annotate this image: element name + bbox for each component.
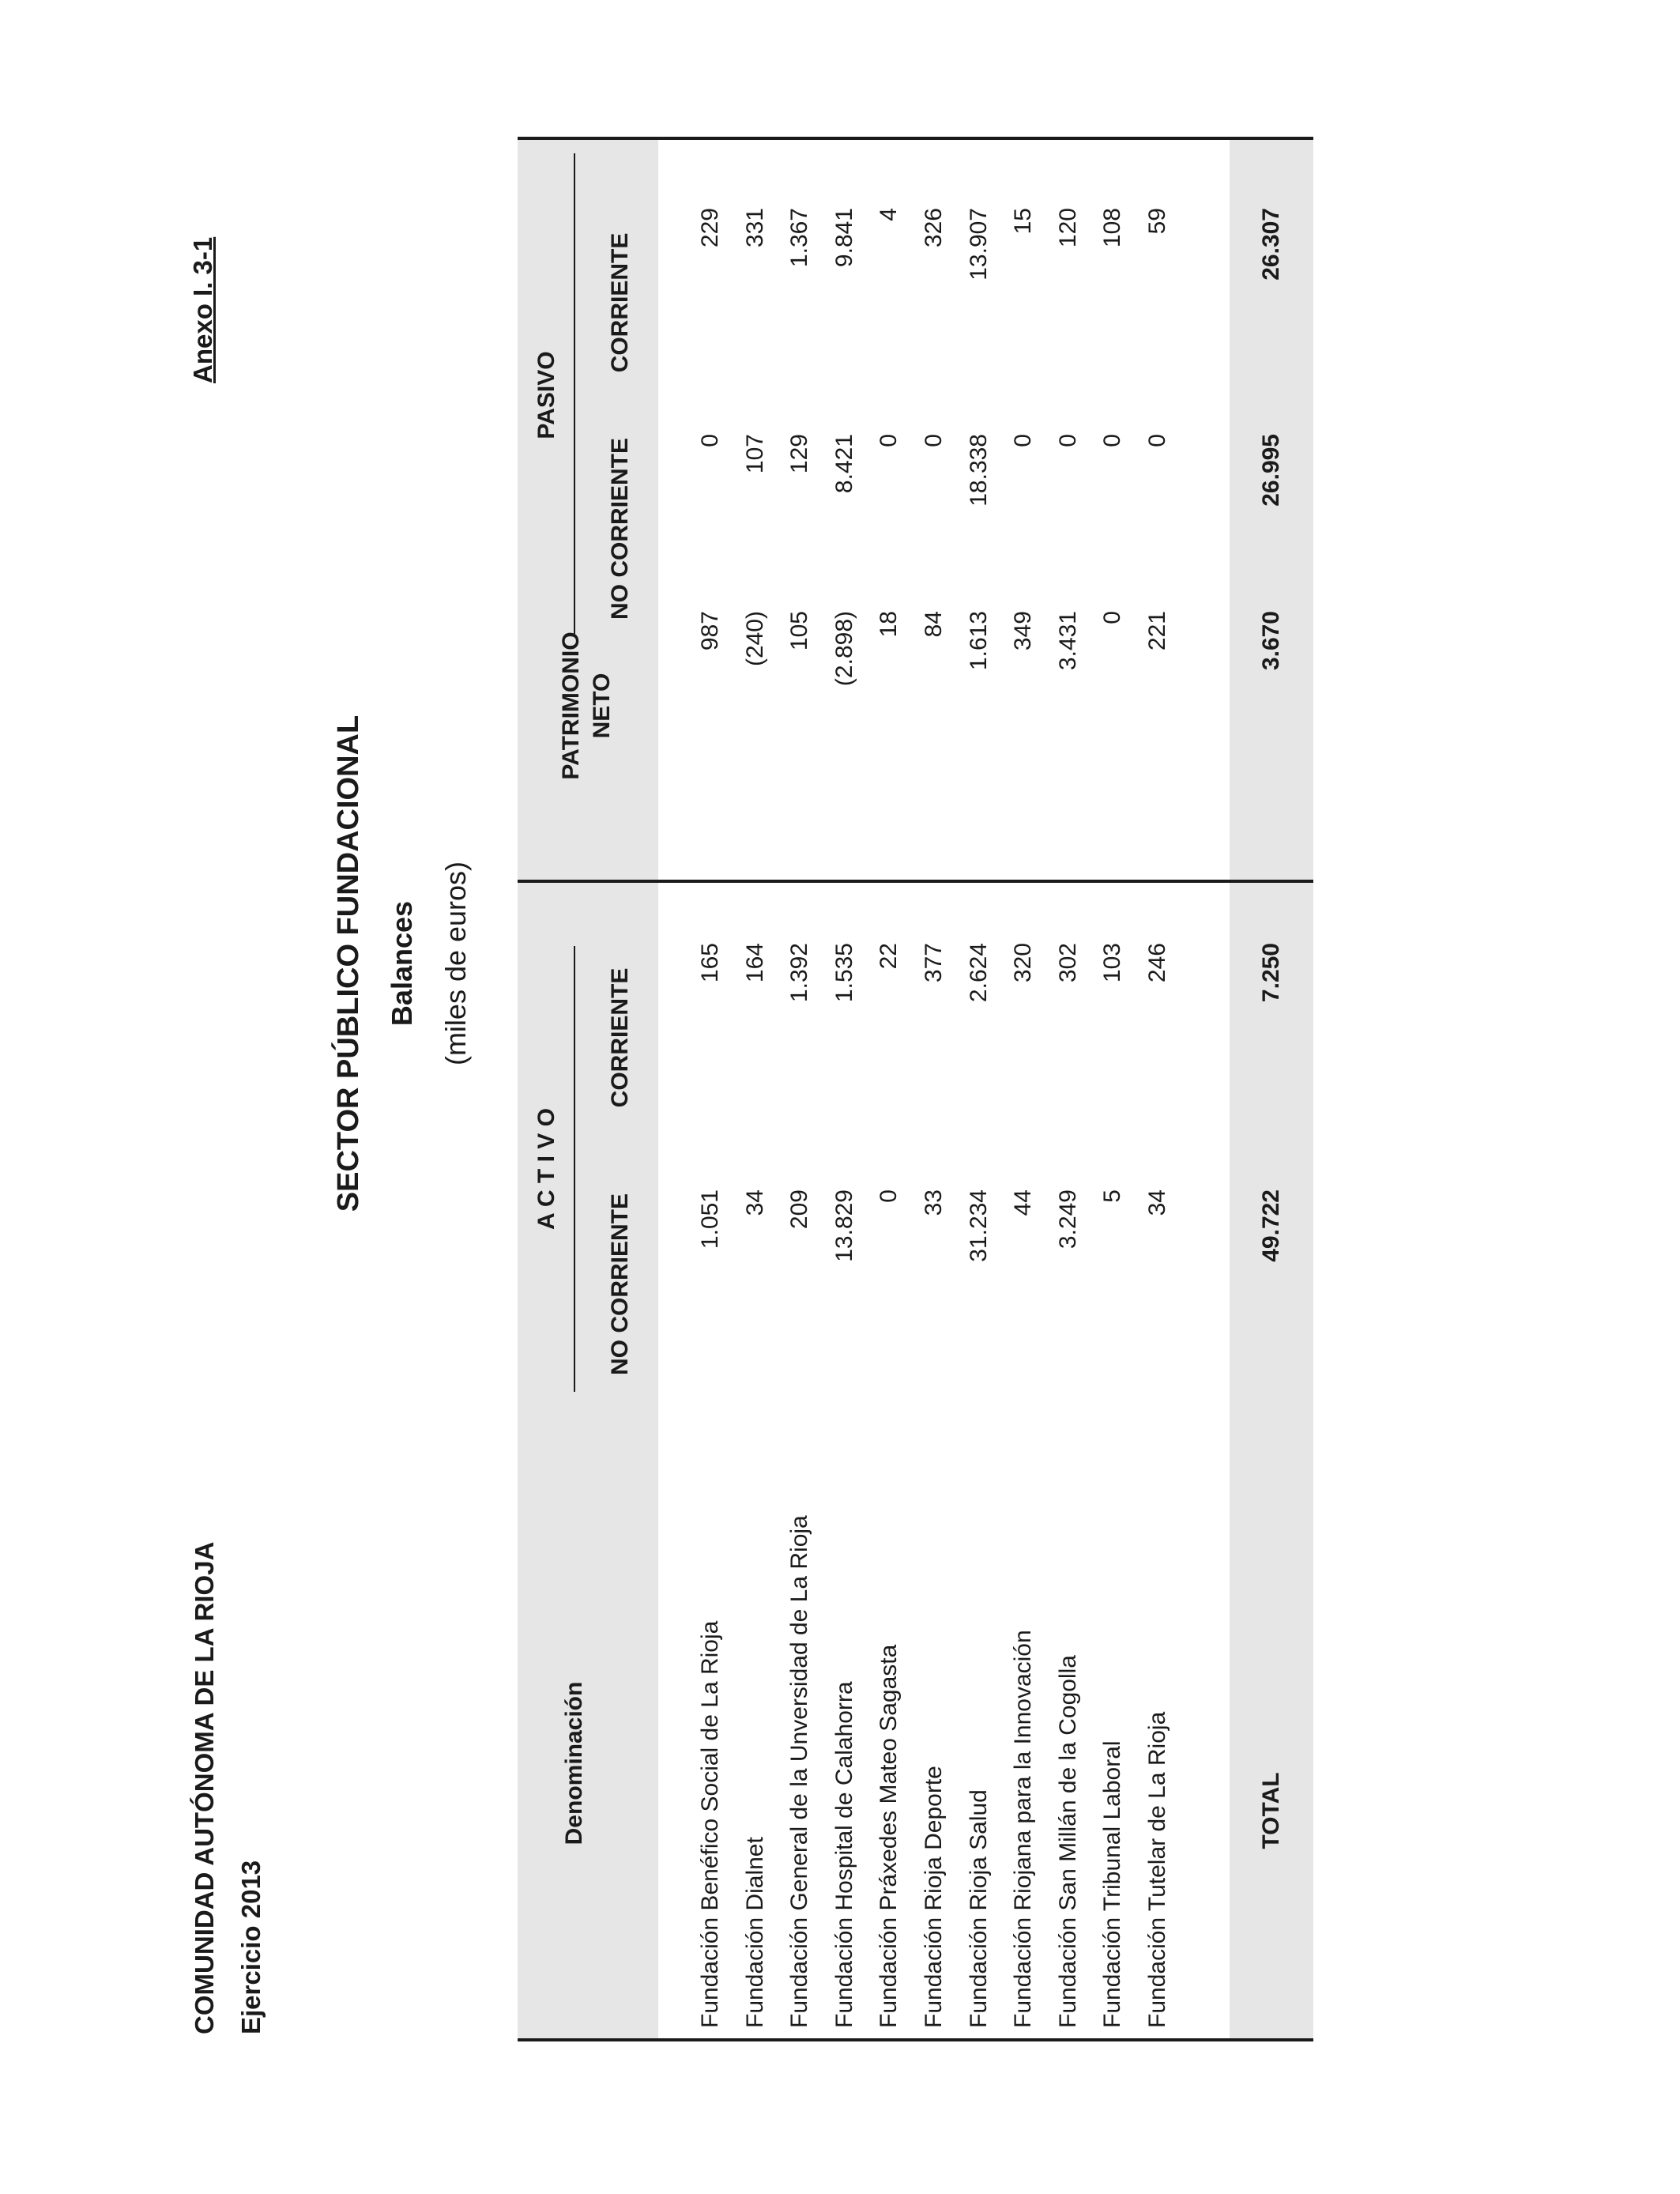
row-patrimonio-neto: 221	[1144, 611, 1170, 651]
row-activo-corriente: 2.624	[965, 943, 992, 1003]
row-denominacion: Fundación Tutelar de La Rioja	[1144, 1711, 1170, 2028]
row-activo-no-corriente: 3.249	[1054, 1189, 1081, 1250]
row-patrimonio-neto: 18	[876, 611, 902, 638]
total-pasivo-corriente: 26.307	[1258, 208, 1284, 281]
row-pasivo-corriente: 9.841	[831, 208, 857, 268]
total-label: TOTAL	[1258, 1772, 1284, 1849]
fiscal-year: Ejercicio 2013	[236, 1860, 266, 2034]
row-activo-corriente: 1.392	[786, 943, 813, 1003]
row-activo-no-corriente: 34	[741, 1189, 768, 1216]
row-denominacion: Fundación Hospital de Calahorra	[831, 1681, 857, 2028]
row-activo-corriente: 320	[1010, 943, 1037, 983]
row-activo-corriente: 165	[697, 943, 723, 983]
col-patrimonio-line2: NETO	[589, 673, 615, 739]
row-activo-no-corriente: 31.234	[965, 1189, 992, 1262]
pasivo-group-rule	[574, 153, 575, 637]
row-pasivo-corriente: 229	[697, 208, 723, 248]
row-denominacion: Fundación General de la Unversidad de La Rioja	[786, 1515, 813, 2028]
row-pasivo-no-corriente: 18.338	[965, 434, 992, 507]
row-pasivo-corriente: 15	[1010, 208, 1037, 235]
row-patrimonio-neto: 349	[1010, 611, 1037, 651]
row-activo-corriente: 377	[921, 943, 947, 983]
row-pasivo-no-corriente: 0	[921, 434, 947, 447]
row-patrimonio-neto: (240)	[741, 611, 768, 667]
table-left-border	[518, 2038, 1313, 2041]
group-activo: A C T I V O	[533, 1108, 559, 1230]
col-pasivo-no-corriente: NO CORRIENTE	[607, 438, 633, 620]
row-pasivo-no-corriente: 0	[1010, 434, 1037, 447]
page-title: SECTOR PÚBLICO FUNDACIONAL	[332, 714, 365, 1212]
row-denominacion: Fundación Rioja Deporte	[921, 1766, 947, 2028]
row-pasivo-corriente: 326	[921, 208, 947, 248]
total-patrimonio-neto: 3.670	[1258, 611, 1284, 671]
row-denominacion: Fundación Rioja Salud	[965, 1789, 992, 2028]
row-activo-no-corriente: 0	[876, 1189, 902, 1203]
row-activo-corriente: 103	[1099, 943, 1126, 983]
row-pasivo-corriente: 59	[1144, 208, 1170, 235]
row-denominacion: Fundación Riojana para la Innovación	[1010, 1630, 1037, 2028]
row-activo-no-corriente: 44	[1010, 1189, 1037, 1216]
annex-label: Anexo I. 3-1	[188, 236, 217, 383]
row-denominacion: Fundación Tribunal Laboral	[1099, 1740, 1126, 2028]
total-pasivo-no-corriente: 26.995	[1258, 434, 1284, 507]
total-activo-no-corriente: 49.722	[1258, 1189, 1284, 1262]
row-pasivo-corriente: 108	[1099, 208, 1126, 248]
row-patrimonio-neto: 3.431	[1054, 611, 1081, 671]
group-pasivo: PASIVO	[533, 351, 559, 439]
row-patrimonio-neto: 84	[921, 611, 947, 638]
row-activo-corriente: 1.535	[831, 943, 857, 1003]
col-pasivo-corriente: CORRIENTE	[607, 232, 633, 373]
row-pasivo-corriente: 331	[741, 208, 768, 248]
total-activo-corriente: 7.250	[1258, 943, 1284, 1003]
row-pasivo-no-corriente: 0	[697, 434, 723, 447]
col-activo-corriente: CORRIENTE	[607, 967, 633, 1108]
row-pasivo-no-corriente: 0	[1144, 434, 1170, 447]
activo-group-rule	[574, 946, 575, 1392]
row-patrimonio-neto: (2.898)	[831, 611, 857, 687]
row-patrimonio-neto: 105	[786, 611, 813, 651]
row-activo-no-corriente: 5	[1099, 1189, 1126, 1203]
row-pasivo-no-corriente: 8.421	[831, 434, 857, 494]
row-denominacion: Fundación Dialnet	[741, 1837, 768, 2028]
page-subtitle: Balances	[386, 900, 418, 1027]
row-activo-corriente: 246	[1144, 943, 1170, 983]
row-pasivo-no-corriente: 107	[741, 434, 768, 474]
row-pasivo-no-corriente: 0	[1099, 434, 1126, 447]
row-activo-corriente: 164	[741, 943, 768, 983]
row-patrimonio-neto: 987	[697, 611, 723, 651]
row-patrimonio-neto: 1.613	[965, 611, 992, 671]
row-pasivo-corriente: 4	[876, 208, 902, 221]
row-pasivo-no-corriente: 129	[786, 434, 813, 474]
col-patrimonio-line1: PATRIMONIO	[558, 631, 584, 780]
row-denominacion: Fundación Benéfico Social de La Rioja	[697, 1620, 723, 2028]
units-note: (miles de euros)	[439, 861, 472, 1066]
col-denominacion: Denominación	[561, 1681, 587, 1845]
row-activo-no-corriente: 13.829	[831, 1189, 857, 1262]
col-activo-no-corriente: NO CORRIENTE	[607, 1193, 633, 1376]
org-name: COMUNIDAD AUTÓNOMA DE LA RIOJA	[190, 1541, 219, 2034]
row-denominacion: Fundación Práxedes Mateo Sagasta	[876, 1644, 902, 2028]
activo-pasivo-divider	[518, 880, 1313, 883]
row-activo-no-corriente: 33	[921, 1189, 947, 1216]
row-activo-corriente: 302	[1054, 943, 1081, 983]
row-pasivo-no-corriente: 0	[876, 434, 902, 447]
row-pasivo-no-corriente: 0	[1054, 434, 1081, 447]
row-activo-no-corriente: 1.051	[697, 1189, 723, 1250]
row-pasivo-corriente: 1.367	[786, 208, 813, 268]
row-patrimonio-neto: 0	[1099, 611, 1126, 624]
row-pasivo-corriente: 120	[1054, 208, 1081, 248]
table-right-border	[518, 137, 1313, 140]
row-activo-no-corriente: 209	[786, 1189, 813, 1230]
row-activo-no-corriente: 34	[1144, 1189, 1170, 1216]
row-activo-corriente: 22	[876, 943, 902, 970]
row-pasivo-corriente: 13.907	[965, 208, 992, 281]
row-denominacion: Fundación San Millán de la Cogolla	[1054, 1655, 1081, 2028]
